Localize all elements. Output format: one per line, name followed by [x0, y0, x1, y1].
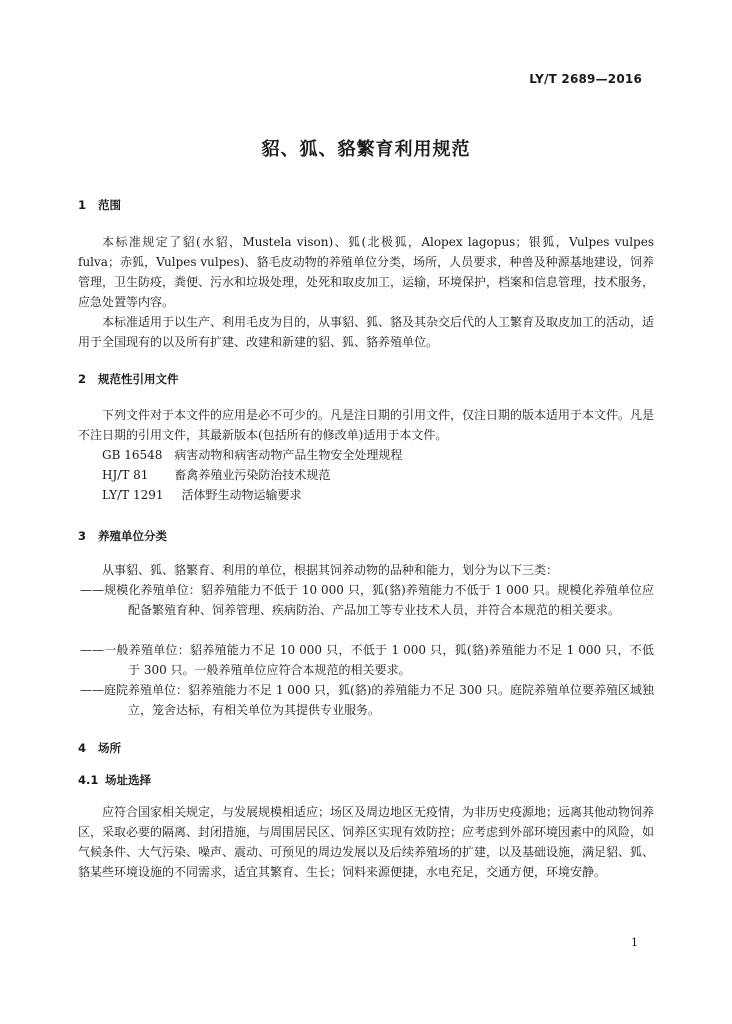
standard-code: LY/T 2689—2016	[529, 72, 642, 86]
section-number: 4.1	[78, 773, 99, 787]
section-title: 场址选择	[105, 773, 151, 787]
reference-code: HJ/T 81	[102, 468, 149, 482]
reference-name: 活体野生动物运输要求	[181, 488, 302, 502]
reference-item	[102, 465, 330, 485]
section-2-paragraph-1: 下列文件对于本文件的应用是必不可少的。凡是注日期的引用文件，仅注日期的版本适用于本文件。凡是不注日期的引用文件，其最新版本(包括所有的修改单)适用于本文件。	[78, 408, 655, 442]
classification-item: ——规模化养殖单位：貂养殖能力不低于 10 000 只，狐(貉)养殖能力不低于 1 000 只。规模化养殖单位应配备繁殖育种、饲养管理、疾病防治、产品加工等专业技术人员，并符合本规范的相关要求。	[80, 583, 654, 617]
section-number: 3	[78, 529, 87, 543]
section-title: 范围	[98, 198, 121, 212]
section-number: 4	[78, 741, 87, 755]
section-2-heading	[78, 371, 179, 387]
reference-name: 畜禽养殖业污染防治技术规范	[174, 468, 331, 482]
reference-name: 病害动物和病害动物产品生物安全处理规程	[174, 448, 403, 462]
section-number: 2	[78, 372, 87, 386]
section-3-heading	[78, 528, 167, 544]
section-1-heading	[78, 197, 121, 213]
reference-item	[102, 445, 402, 465]
classification-item: ——一般养殖单位：貂养殖能力不足 10 000 只，不低于 1 000 只，狐(貉)养殖能力不足 1 000 只，不低于 300 只。一般养殖单位应符合本规范的相关要求。	[80, 643, 654, 677]
classification-item: ——庭院养殖单位：貂养殖能力不足 1 000 只，狐(貉)的养殖能力不足 300 只。庭院养殖单位要养殖区域独立，笼舍达标，有相关单位为其提供专业服务。	[80, 683, 654, 717]
document-title: 貂、狐、貉繁育利用规范	[261, 139, 471, 160]
section-title: 养殖单位分类	[98, 529, 167, 543]
reference-item	[102, 485, 302, 505]
page-number: 1	[631, 936, 638, 949]
section-4-1-heading	[78, 772, 151, 788]
section-title: 规范性引用文件	[98, 372, 179, 386]
section-4-heading	[78, 740, 121, 756]
section-1-paragraph-1: 本标准规定了貂(水貂，Mustela vison)、狐(北极狐，Alopex lagopus；银狐，Vulpes vulpes fulva；赤狐，Vulpes vulpes)、貉毛皮动物的养殖单位分类，场所，人员要求，种兽及种源基地建设，饲养管理，卫生防疫，粪便、污水和垃圾处理，处死和取皮加工，运输，环境保护，档案和信息管理，技术服务，应急处置等内容。	[78, 235, 655, 309]
section-4-1-paragraph-1: 应符合国家相关规定，与发展规模相适应；场区及周边地区无疫情，为非历史疫源地；远离其他动物饲养区，采取必要的隔离、封闭措施，与周围居民区、饲养区实现有效防控；应考虑到外部环境因素中的风险，如气候条件、大气污染、噪声、震动、可预见的周边发展以及后续养殖场的扩建，以及基础设施，满足貂、狐、貉某些环境设施的不同需求，适宜其繁育、生长；饲料来源便捷，水电充足，交通方便，环境安静。	[78, 805, 655, 879]
section-number: 1	[78, 198, 87, 212]
reference-code: GB 16548	[102, 448, 163, 462]
reference-code: LY/T 1291	[102, 488, 164, 502]
section-title: 场所	[98, 741, 121, 755]
section-1-paragraph-2: 本标准适用于以生产、利用毛皮为目的，从事貂、狐、貉及其杂交后代的人工繁育及取皮加工的活动，适用于全国现有的以及所有扩建、改建和新建的貂、狐、貉养殖单位。	[78, 315, 655, 349]
section-3-intro: 从事貂、狐、貉繁育、利用的单位，根据其饲养动物的品种和能力，划分为以下三类：	[102, 563, 559, 577]
